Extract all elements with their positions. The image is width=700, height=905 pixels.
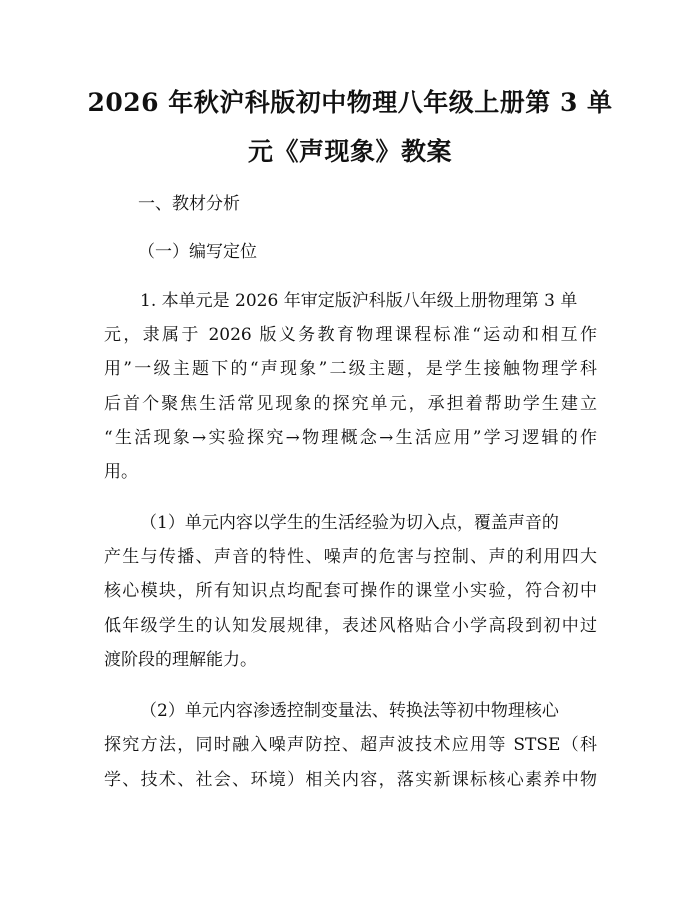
paragraph-1-line-1: 1. 本单元是 2026 年审定版沪科版八年级上册物理第 3 单 [140,291,578,311]
paragraph-2-line-2: 产生与传播、声音的特性、噪声的危害与控制、声的利用四大 [104,547,597,567]
paragraph-1-line-5: “生活现象→实验探究→物理概念→生活应用”学习逻辑的作 [104,428,597,448]
paragraph-1-line-6: 用。 [104,462,138,482]
document-title-line-1: 2026 年秋沪科版初中物理八年级上册第 3 单 [87,88,613,117]
paragraph-1-line-3: 用”一级主题下的“声现象”二级主题，是学生接触物理学科 [104,359,597,379]
paragraph-2-line-1: （1）单元内容以学生的生活经验为切入点，覆盖声音的 [140,513,559,533]
paragraph-2-line-3: 核心模块，所有知识点均配套可操作的课堂小实验，符合初中 [104,581,597,601]
paragraph-3-line-1: （2）单元内容渗透控制变量法、转换法等初中物理核心 [140,701,559,721]
subsection-heading: （一）编写定位 [138,242,257,262]
paragraph-1-line-4: 后首个聚焦生活常见现象的探究单元，承担着帮助学生建立 [104,394,597,414]
paragraph-3-line-3: 学、技术、社会、环境）相关内容，落实新课标核心素养中物 [104,770,597,790]
paragraph-1-line-2: 元，隶属于 2026 版义务教育物理课程标准“运动和相互作 [104,325,597,345]
paragraph-3-line-2: 探究方法，同时融入噪声防控、超声波技术应用等 STSE（科 [104,735,597,755]
section-heading: 一、教材分析 [138,194,240,214]
paragraph-2-line-5: 渡阶段的理解能力。 [104,650,257,670]
paragraph-2-line-4: 低年级学生的认知发展规律，表述风格贴合小学高段到初中过 [104,616,597,636]
document-title-line-2: 元《声现象》教案 [247,137,452,166]
